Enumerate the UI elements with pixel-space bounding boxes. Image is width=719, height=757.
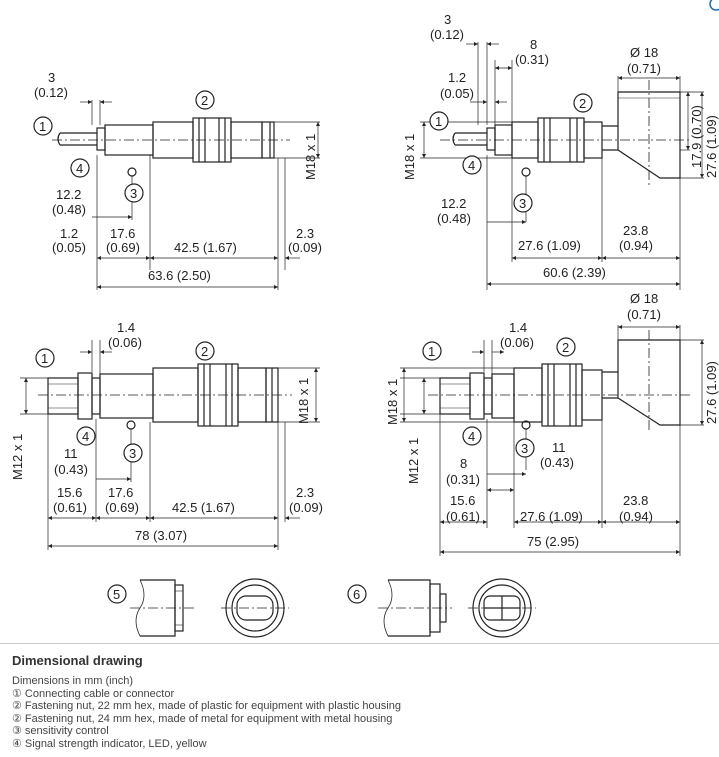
marker-3 [125, 184, 143, 202]
legend-title: Dimensional drawing [12, 653, 143, 668]
dim-label: (0.09) [288, 240, 322, 255]
svg-text:1: 1 [428, 344, 436, 359]
svg-text:6: 6 [353, 587, 361, 602]
legend-line: ③ sensitivity control [12, 725, 109, 737]
legend-line: ② Fastening nut, 24 mm hex, made of metal for equipment with metal housing [12, 712, 393, 725]
dim-label: 42.5 (1.67) [174, 240, 237, 255]
dim-label: (0.94) [619, 238, 653, 253]
marker-1 [423, 342, 441, 360]
legend-line: ① Connecting cable or connector [12, 687, 175, 700]
marker-3 [124, 444, 142, 462]
dim-label: 60.6 (2.39) [543, 265, 606, 280]
height-label: 27.6 (1.09) [704, 115, 719, 178]
dim-label: 2.3 [296, 485, 315, 500]
marker-5 [108, 585, 126, 603]
dim-label: (0.06) [500, 335, 534, 350]
dim-label: 15.6 [450, 493, 476, 508]
thread-label: M12 x 1 [406, 437, 421, 484]
marker-4 [463, 156, 481, 174]
marker-1 [34, 117, 52, 135]
thread-label: M18 x 1 [385, 378, 400, 425]
dim-label: 11 [64, 446, 78, 461]
dim-label: 3 [48, 70, 56, 85]
height-label: 27.6 (1.09) [704, 361, 719, 424]
svg-text:1: 1 [39, 119, 47, 134]
svg-text:3: 3 [521, 441, 529, 456]
legend-panel [0, 643, 719, 757]
dim-label: 27.6 (1.09) [520, 509, 583, 524]
view-bottom-right-labels [385, 291, 719, 549]
dim-label: 8 [460, 456, 468, 471]
divider [0, 643, 719, 644]
view-top-left-labels [34, 70, 322, 283]
svg-text:2: 2 [579, 96, 587, 111]
dim-label: 42.5 (1.67) [172, 500, 235, 515]
svg-text:5: 5 [113, 587, 121, 602]
dim-label: 12.2 [441, 196, 467, 211]
dim-label: 17.6 [108, 485, 134, 500]
view-top-right-labels [402, 12, 719, 280]
dim-label: 75 (2.95) [527, 534, 580, 549]
svg-text:3: 3 [130, 186, 138, 201]
dim-label: Ø 18 [630, 291, 659, 306]
dim-label: 12.2 [56, 187, 82, 202]
marker-2 [557, 338, 575, 356]
dim-label: 78 (3.07) [135, 528, 188, 543]
thread-label: M12 x 1 [10, 433, 25, 480]
dim-label: 23.8 [623, 223, 649, 238]
marker-2 [196, 91, 214, 109]
dim-label: 27.6 (1.09) [518, 238, 581, 253]
dim-label: (0.71) [627, 307, 661, 322]
svg-text:1: 1 [41, 351, 49, 366]
thread-label: M18 x 1 [402, 133, 417, 180]
dim-label: (0.48) [437, 211, 471, 226]
dim-label: 63.6 (2.50) [148, 268, 211, 283]
dim-label: (0.12) [34, 85, 68, 100]
dim-label: 1.4 [117, 320, 136, 335]
svg-text:4: 4 [76, 161, 84, 176]
detail-6 [378, 579, 536, 637]
dim-label: 17.6 [110, 226, 136, 241]
legend-body [12, 675, 401, 750]
svg-text:2: 2 [201, 93, 209, 108]
svg-text:2: 2 [562, 340, 570, 355]
thread-label: M18 x 1 [303, 133, 318, 180]
height-label: 17.9 (0.70) [689, 105, 704, 168]
dim-label: 3 [444, 12, 452, 27]
dim-label: (0.12) [430, 27, 464, 42]
svg-text:2: 2 [201, 344, 209, 359]
marker-1 [36, 349, 54, 367]
marker-4 [77, 427, 95, 445]
dim-label: (0.71) [627, 61, 661, 76]
dim-label: (0.43) [540, 455, 574, 470]
dim-label: (0.69) [106, 240, 140, 255]
dim-label: (0.43) [54, 462, 88, 477]
svg-text:4: 4 [468, 429, 476, 444]
dim-label: 11 [552, 440, 566, 455]
marker-4 [71, 159, 89, 177]
dim-label: (0.31) [515, 52, 549, 67]
dim-label: 1.2 [448, 70, 467, 85]
dim-label: (0.61) [53, 500, 87, 515]
dim-label: (0.05) [440, 86, 474, 101]
marker-6 [348, 585, 366, 603]
svg-text:1: 1 [435, 114, 443, 129]
view-bottom-left-labels [10, 320, 323, 543]
detail-5 [130, 579, 289, 637]
dim-label: (0.61) [446, 509, 480, 524]
dim-label: (0.09) [289, 500, 323, 515]
corner-badge-icon [710, 0, 719, 10]
view-top-left [52, 100, 320, 290]
marker-2 [574, 94, 592, 112]
marker-2 [196, 342, 214, 360]
svg-text:4: 4 [468, 158, 476, 173]
dim-label: (0.31) [446, 472, 480, 487]
dim-label: 1.2 [60, 226, 79, 241]
dim-label: (0.48) [52, 202, 86, 217]
marker-4 [463, 427, 481, 445]
legend-line: Dimensions in mm (inch) [12, 675, 134, 687]
legend-line: ④ Signal strength indicator, LED, yellow [12, 737, 207, 750]
dim-label: (0.06) [108, 335, 142, 350]
dim-label: (0.94) [619, 509, 653, 524]
svg-text:3: 3 [519, 196, 527, 211]
dim-label: 8 [530, 37, 538, 52]
dim-label: (0.05) [52, 240, 86, 255]
legend-line: ② Fastening nut, 22 mm hex, made of plastic for equipment with plastic housing [12, 700, 401, 712]
dim-label: (0.69) [105, 500, 139, 515]
dim-label: Ø 18 [630, 45, 659, 60]
dim-label: 15.6 [57, 485, 83, 500]
svg-text:3: 3 [129, 446, 137, 461]
marker-3 [516, 439, 534, 457]
dim-label: 2.3 [296, 226, 315, 241]
dim-label: 23.8 [623, 493, 649, 508]
thread-label: M18 x 1 [296, 377, 311, 424]
dim-label: 1.4 [509, 320, 528, 335]
svg-text:4: 4 [82, 429, 90, 444]
marker-1 [430, 112, 448, 130]
marker-3 [514, 194, 532, 212]
view-bottom-left [20, 340, 320, 550]
